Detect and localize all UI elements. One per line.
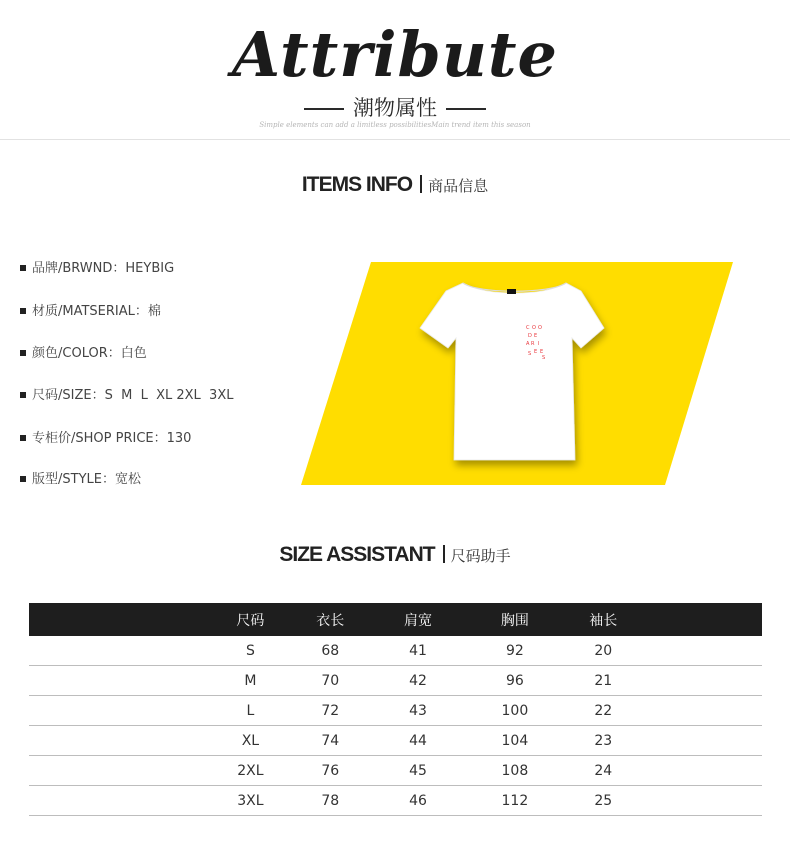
table-row <box>29 726 762 756</box>
cell-shoulder: 42 <box>370 666 466 696</box>
cell-shoulder: 44 <box>370 726 466 756</box>
info-item-price: 专柜价/SHOP PRICE：130 <box>20 430 191 448</box>
svg-text:S: S <box>542 355 546 361</box>
subtitle-line-left <box>304 108 344 110</box>
cell-shoulder: 43 <box>370 696 466 726</box>
product-image <box>298 260 738 488</box>
size-table-header-row <box>29 603 762 636</box>
bullet-square-icon <box>20 265 26 271</box>
header-pad <box>97 603 210 636</box>
table-row <box>29 756 762 786</box>
cell-length: 68 <box>291 636 370 666</box>
tshirt-product-illustration <box>298 260 738 488</box>
cell-chest: 92 <box>466 636 564 666</box>
bullet-square-icon <box>20 308 26 314</box>
cell-chest: 108 <box>466 756 564 786</box>
cell-sleeve: 23 <box>564 726 643 756</box>
svg-text:S: S <box>528 351 532 357</box>
table-row <box>29 666 762 696</box>
cell-chest: 100 <box>466 696 564 726</box>
heading-separator <box>420 175 422 193</box>
items-info-title-cn: 商品信息 <box>428 177 489 195</box>
info-item-color: 颜色/COLOR：白色 <box>20 345 147 363</box>
attribute-header <box>0 0 790 140</box>
bullet-square-icon <box>20 476 26 482</box>
size-assistant-heading <box>0 543 790 567</box>
bullet-square-icon <box>20 350 26 356</box>
subtitle-line-right <box>446 108 486 110</box>
cell-size: S <box>210 636 290 666</box>
cell-shoulder: 45 <box>370 756 466 786</box>
table-row <box>29 696 762 726</box>
items-info-title-en: ITEMS INFO <box>301 173 413 196</box>
attribute-tagline: Simple elements can add a limitless possibilitiesMain trend item this season <box>259 121 531 129</box>
cell-sleeve: 22 <box>564 696 643 726</box>
attribute-subtitle <box>0 92 790 122</box>
cell-length: 72 <box>291 696 370 726</box>
info-item-size: 尺码/SIZE：S M L XL 2XL 3XL <box>20 387 233 405</box>
cell-length: 78 <box>291 786 370 816</box>
cell-sleeve: 20 <box>564 636 643 666</box>
header-pad <box>29 603 97 636</box>
svg-text:D: D <box>528 333 532 339</box>
table-row <box>29 786 762 816</box>
info-item-material: 材质/MATSERIAL：棉 <box>20 303 161 321</box>
cell-shoulder: 46 <box>370 786 466 816</box>
svg-text:E: E <box>540 349 544 355</box>
cell-size: XL <box>210 726 290 756</box>
cell-size: 3XL <box>210 786 290 816</box>
cell-length: 76 <box>291 756 370 786</box>
header-length: 衣长 <box>291 603 370 636</box>
heading-separator <box>443 545 445 563</box>
cell-chest: 96 <box>466 666 564 696</box>
svg-text:R: R <box>531 341 535 347</box>
attribute-title: Attribute <box>231 18 559 91</box>
info-item-style: 版型/STYLE：宽松 <box>20 471 141 489</box>
header-shoulder: 肩宽 <box>370 603 466 636</box>
cell-size: 2XL <box>210 756 290 786</box>
svg-text:O: O <box>538 325 542 331</box>
cell-size: L <box>210 696 290 726</box>
svg-text:E: E <box>534 333 538 339</box>
info-item-brand: 品牌/BRWND：HEYBIG <box>20 260 174 278</box>
size-assistant-title-en: SIZE ASSISTANT <box>279 543 435 566</box>
cell-sleeve: 25 <box>564 786 643 816</box>
cell-sleeve: 24 <box>564 756 643 786</box>
header-size: 尺码 <box>210 603 290 636</box>
cell-shoulder: 41 <box>370 636 466 666</box>
cell-chest: 104 <box>466 726 564 756</box>
svg-text:O: O <box>532 325 536 331</box>
size-table <box>29 603 762 816</box>
svg-text:C: C <box>526 325 530 331</box>
svg-text:I: I <box>538 341 540 347</box>
cell-size: M <box>210 666 290 696</box>
attribute-subtitle-text: 潮物属性 <box>353 96 437 120</box>
header-divider <box>0 139 790 140</box>
svg-text:A: A <box>526 341 530 347</box>
cell-length: 74 <box>291 726 370 756</box>
cell-length: 70 <box>291 666 370 696</box>
bullet-square-icon <box>20 392 26 398</box>
cell-chest: 112 <box>466 786 564 816</box>
cell-sleeve: 21 <box>564 666 643 696</box>
table-row <box>29 636 762 666</box>
size-assistant-title-cn: 尺码助手 <box>450 547 511 565</box>
header-sleeve: 袖长 <box>564 603 643 636</box>
svg-text:E: E <box>534 349 538 355</box>
header-pad <box>643 603 762 636</box>
header-chest: 胸围 <box>466 603 564 636</box>
items-info-heading <box>0 173 790 197</box>
bullet-square-icon <box>20 435 26 441</box>
